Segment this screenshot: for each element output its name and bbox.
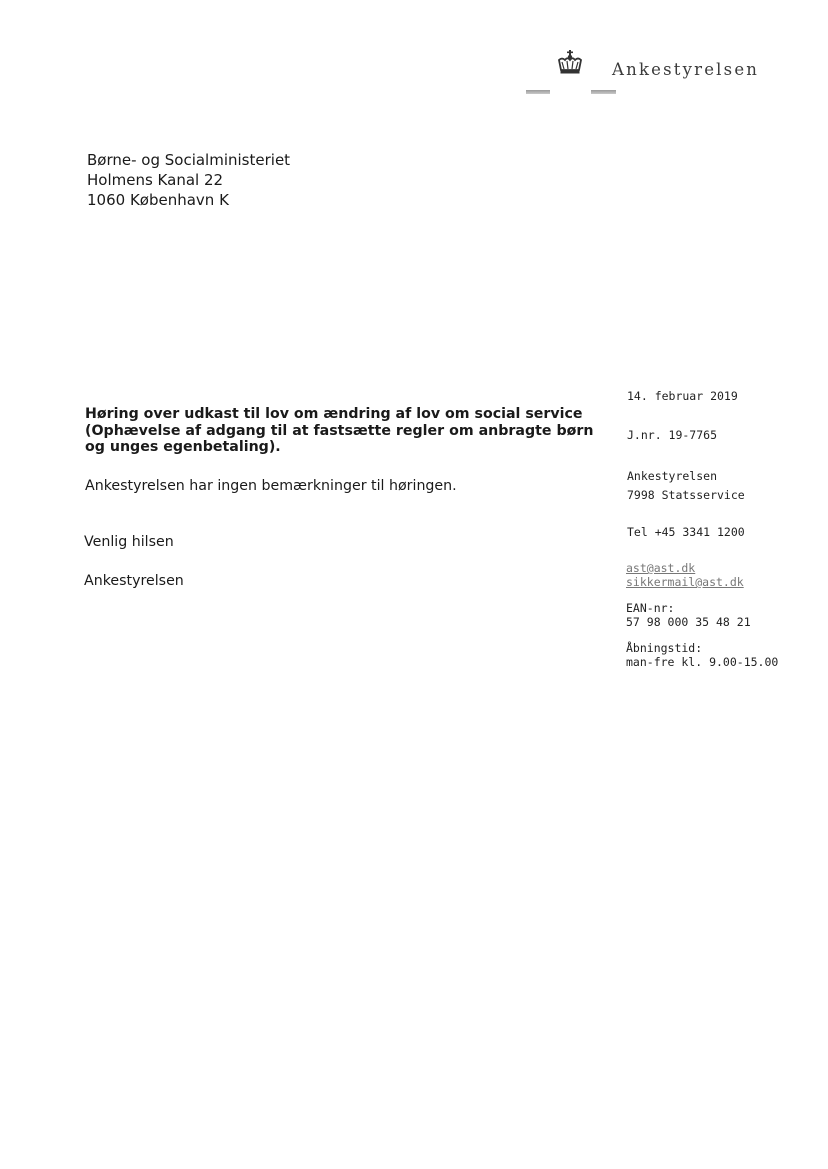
letter-subject: Høring over udkast til lov om ændring af lov om social service (Ophævelse af adgang til at fastsætte regler om anbragte børn og unges egenbetaling). [85, 406, 594, 455]
email-block [626, 561, 744, 589]
logo-divider-right [591, 90, 616, 94]
letter-closing: Venlig hilsen [84, 534, 174, 550]
opening-hours-label: Åbningstid: [626, 641, 703, 655]
letter-date: 14. februar 2019 [627, 389, 738, 403]
ean-block [626, 601, 751, 629]
sender-name: Ankestyrelsen [627, 469, 718, 483]
recipient-street: Holmens Kanal 22 [87, 171, 224, 189]
ean-label: EAN-nr: [626, 601, 675, 615]
phone-number: Tel +45 3341 1200 [627, 525, 745, 539]
organization-name: Ankestyrelsen [612, 60, 760, 79]
sender-postal: 7998 Statsservice [627, 488, 745, 502]
logo-divider-left [526, 90, 550, 94]
letter-signature: Ankestyrelsen [84, 573, 184, 589]
secure-email-link[interactable]: sikkermail@ast.dk [626, 575, 744, 589]
recipient-city: 1060 København K [87, 191, 229, 209]
recipient-name: Børne- og Socialministeriet [87, 151, 291, 169]
opening-hours-block [626, 641, 778, 669]
journal-number: J.nr. 19-7765 [627, 428, 718, 442]
sender-address [627, 467, 745, 505]
recipient-address [87, 150, 290, 210]
opening-hours-value: man-fre kl. 9.00-15.00 [626, 655, 779, 669]
email-link[interactable]: ast@ast.dk [626, 561, 696, 575]
ean-value: 57 98 000 35 48 21 [626, 615, 751, 629]
crown-logo-icon [556, 50, 584, 78]
letter-statement: Ankestyrelsen har ingen bemærkninger til høringen. [85, 478, 457, 494]
